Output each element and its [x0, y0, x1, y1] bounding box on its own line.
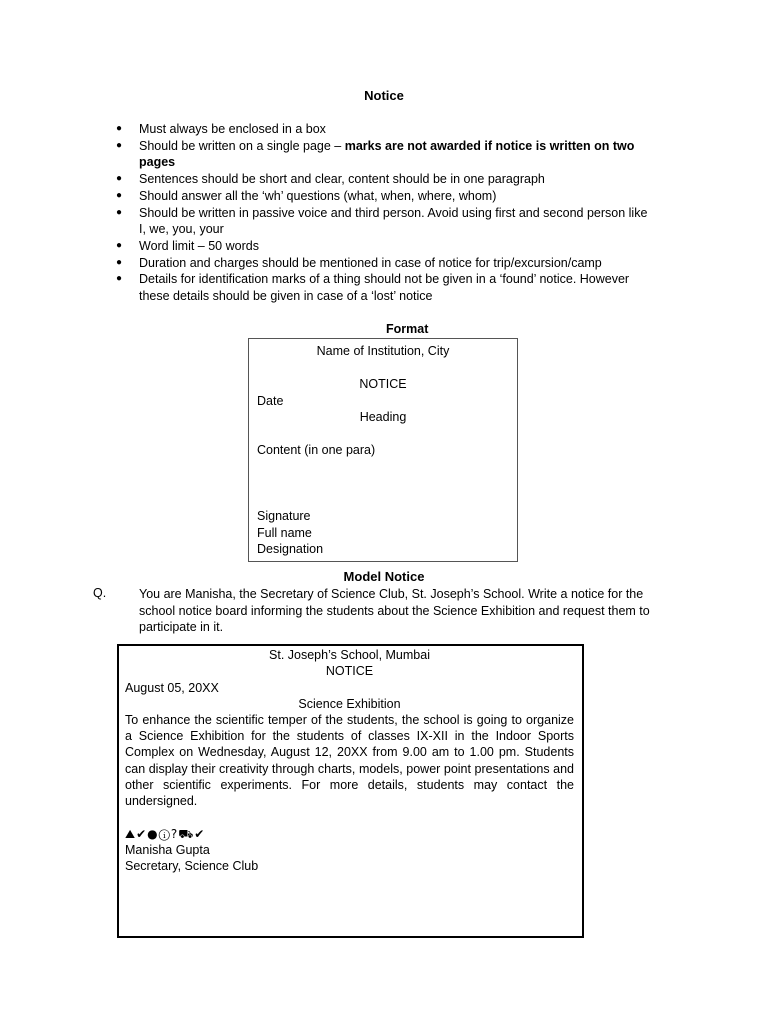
notice-heading: Science Exhibition — [298, 697, 401, 711]
list-item — [116, 255, 656, 272]
format-full-name: Full name — [257, 526, 312, 540]
page-title: Notice — [364, 88, 404, 103]
rule-emphasis: marks are not awarded if notice is written on two pages — [139, 138, 635, 170]
format-content: Content (in one para) — [257, 443, 376, 457]
question-text: You are Manisha, the Secretary of Science Club, St. Joseph’s School. Write a notice for the school notice board informing the students about the Science Exhibition and request them to participate in it. — [139, 587, 650, 635]
notice-rules-list — [116, 121, 656, 305]
notice-body: To enhance the scientific temper of the students, the school is going to organize a Science Exhibition for the students of classes IX-XII in the Indoor Sports Complex on Wednesday, August 12, 20XX from 9.00 am to 1.00 pm. Students can display their creativity through charts, models, power point presentations and other scientific experiments. For more details, students may contact the undersigned. — [125, 713, 574, 809]
model-notice-title: Model Notice — [343, 569, 425, 584]
list-item — [116, 271, 656, 304]
format-institution: Name of Institution, City — [316, 344, 450, 358]
format-designation: Designation — [257, 542, 324, 556]
format-date: Date — [257, 394, 284, 408]
rule-text: Word limit – 50 words — [139, 238, 259, 253]
question-label: Q. — [93, 586, 107, 600]
rule-text: Details for identification marks of a thing should not be given in a ‘found’ notice. However these details should be given in case of a ‘lost’ notice — [139, 272, 630, 304]
list-item — [116, 171, 656, 188]
format-notice: NOTICE — [359, 377, 407, 391]
signatory-designation: Secretary, Science Club — [125, 859, 259, 873]
rule-text: Should be written in passive voice and third person. Avoid using first and second person like I, we, you, your — [139, 205, 648, 237]
format-signature: Signature — [257, 509, 311, 523]
list-item — [116, 238, 656, 255]
list-item — [116, 205, 656, 238]
rule-text: Must always be enclosed in a box — [139, 122, 326, 136]
list-item — [116, 188, 656, 205]
notice-label: NOTICE — [325, 664, 374, 678]
list-item — [116, 121, 656, 138]
format-box — [248, 338, 518, 562]
notice-school: St. Joseph’s School, Mumbai — [269, 648, 430, 662]
signature-glyphs: ⛰✔●ⓘ?⛟✔ — [125, 827, 206, 841]
signatory-name: Manisha Gupta — [125, 843, 210, 857]
list-item — [116, 138, 656, 171]
rule-text: Should be written on a single page – — [139, 138, 345, 153]
rule-text: Should answer all the ‘wh’ questions (what, when, where, whom) — [139, 188, 497, 203]
notice-date: August 05, 20XX — [125, 681, 219, 695]
rule-text: Duration and charges should be mentioned in case of notice for trip/excursion/camp — [139, 255, 602, 270]
format-title: Format — [386, 322, 429, 336]
model-notice-box — [117, 644, 584, 938]
format-heading: Heading — [359, 410, 407, 424]
rule-text: Sentences should be short and clear, content should be in one paragraph — [139, 172, 545, 187]
